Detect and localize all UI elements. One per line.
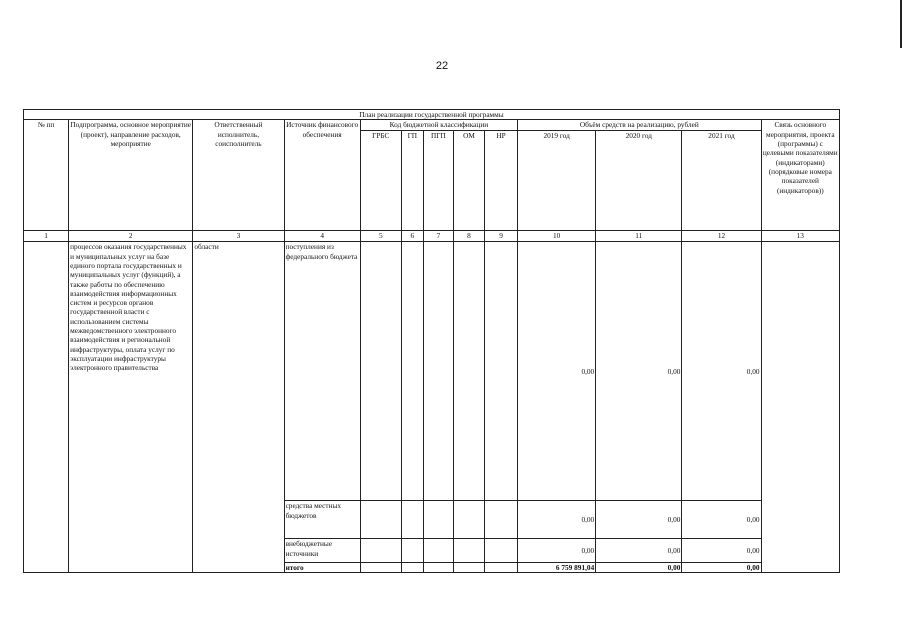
column-number: 3 [193,231,284,242]
page-number: 22 [435,60,449,72]
column-number: 2 [69,231,193,242]
column-number: 1 [24,231,69,242]
value-2021: 0,00 [682,501,761,539]
value-2019: 0,00 [518,539,596,562]
table-row [24,242,840,501]
header-responsible: Ответственный исполнитель, соисполнитель [193,120,284,231]
header-nr: НР [484,130,517,230]
value-2021: 0,00 [682,242,761,501]
cell-link [761,242,839,573]
header-pgp: ПГП [423,130,453,230]
column-number: 7 [423,231,453,242]
value-2021: 0,00 [682,539,761,562]
activity-description: процессов оказания государственных и муниципальных услуг на базе единого портала государственных и муниципальных услуг (функций), а также работы по обеспечению взаимодействия информационных систем и ресурсов органов государственной власти с использованием системы межведомственного электронного взаимодействия и региональной инфраструктуры, оплата услуг по эксплуатации инфраструктуры электронного правительства [69,242,193,573]
column-number: 13 [761,231,839,242]
header-group-budget-code: Код бюджетной классификации [360,120,517,130]
header-om: ОМ [453,130,484,230]
header-2019: 2019 год [518,130,596,230]
column-number: 8 [453,231,484,242]
header-group-volume: Объём средств на реализацию, рублей [518,120,762,130]
column-number: 6 [401,231,423,242]
margin-mark [900,0,902,48]
source-local: средства местных бюджетов [284,501,360,539]
header-grbs: ГРБС [360,130,401,230]
header-num: № пп [24,120,69,231]
value-2020: 0,00 [596,539,682,562]
source-extrabudgetary: внебюджетные источники [284,539,360,562]
value-2019: 0,00 [518,242,596,501]
header-link: Связь основного мероприятия, проекта (программы) с целевыми показателями (индикаторами) (порядковые номера показателей (индикаторов)) [761,120,839,231]
value-2021: 0,00 [682,562,761,572]
column-number: 11 [596,231,682,242]
value-2019: 6 759 891,04 [518,562,596,572]
source-federal: поступления из федерального бюджета [284,242,360,501]
header-source: Источник финансового обеспечения [284,120,360,231]
column-number: 4 [284,231,360,242]
cell-num [24,242,69,573]
value-2020: 0,00 [596,562,682,572]
column-number: 5 [360,231,401,242]
source-total: итого [284,562,360,572]
table-title: План реализации государственной программы [24,110,840,120]
header-2020: 2020 год [596,130,682,230]
column-number: 9 [484,231,517,242]
value-2020: 0,00 [596,242,682,501]
column-number: 12 [682,231,761,242]
value-2020: 0,00 [596,501,682,539]
header-gp: ГП [401,130,423,230]
header-subprogram: Подпрограмма, основное мероприятие (проект), направление расходов, мероприятие [69,120,193,231]
header-2021: 2021 год [682,130,761,230]
responsible-executor: области [193,242,284,573]
value-2019: 0,00 [518,501,596,539]
program-plan-table [23,109,840,573]
column-number: 10 [518,231,596,242]
